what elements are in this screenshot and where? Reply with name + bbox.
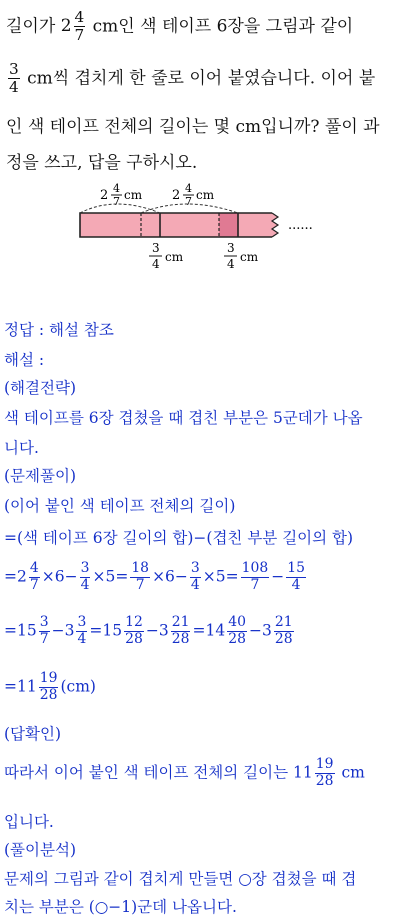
tape-length-fraction: 2 $\frac{4}{7}$ [60,8,85,45]
final-answer-line: 따라서 이어 붙인 색 테이프 전체의 길이는 11 $\frac{19}{28}$ cm [4,756,365,789]
equation-line-3: =11 $\frac{19}{28}$ (cm) [4,670,96,703]
bottom-label-1 [149,241,184,271]
question-line-3: 인 색 테이프 전체의 길이는 몇 cm입니까? 풀이 과 [6,117,380,137]
svg-text:4: 4 [227,257,235,271]
svg-text:4: 4 [113,182,120,195]
explanation-text: 입니다. [4,813,54,831]
svg-text:4: 4 [185,182,192,195]
question-text: cm인 색 테이프 6장을 그림과 같이 [92,16,354,37]
answer-label: 정답 : 해설 참조 [4,321,114,339]
svg-text:cm: cm [124,188,143,202]
tape-body [80,213,272,237]
svg-text:cm: cm [196,188,215,202]
equation-line-1: =2 $\frac{4}{7}$ ×6− $\frac{3}{4}$ ×5= $\frac{18}{7}$ ×6− $\frac{3}{4}$ ×5= $\frac{108}{7}$ − $\frac{15}{4}$ [4,560,305,593]
question-line-4: 정을 쓰고, 답을 구하시오. [6,153,198,173]
equation-line-2: =15 $\frac{3}{7}$ −3 $\frac{3}{4}$ =15 $\frac{12}{28}$ −3 $\frac{21}{28}$ =14 $\frac{40}{28}$ −3 $\frac{21}{28}$ [4,614,293,647]
explanation-text: 색 테이프를 6장 겹쳤을 때 겹친 부분은 5군데가 나옵 [4,409,363,427]
section-heading: (답확인) [4,725,62,743]
top-label-2 [172,182,215,208]
question-line-2: $\frac{3}{4}$ cm씩 겹치게 한 줄로 이어 붙였습니다. 이어 붙 [9,60,376,97]
section-heading: (문제풀이) [4,467,76,485]
section-heading: (해결전략) [4,379,76,397]
svg-text:7: 7 [113,195,120,208]
explanation-text: 문제의 그림과 같이 겹치게 만들면 ○장 겹쳤을 때 겹 [4,870,357,888]
section-heading: (풀이분석) [4,841,76,859]
explanation-text: 니다. [4,439,39,457]
explanation-text: 치는 부분은 (○−1)군데 나옵니다. [4,898,237,916]
question-text: 길이가 [6,16,56,37]
svg-text:cm: cm [165,250,184,264]
svg-text:2: 2 [100,188,109,203]
explanation-text: =(색 테이프 6장 길이의 합)−(겹친 부분 길이의 합) [4,529,354,547]
bottom-label-2 [224,241,259,271]
explanation-text: (이어 붙인 색 테이프 전체의 길이) [4,497,236,515]
explanation-label: 해설 : [4,351,45,369]
overlap-fraction: $\frac{3}{4}$ [9,60,19,97]
svg-text:cm: cm [240,250,259,264]
svg-text:4: 4 [152,257,160,271]
svg-text:3: 3 [227,241,235,255]
svg-text:3: 3 [152,241,160,255]
question-line-1 [6,10,353,44]
svg-text:7: 7 [185,195,192,208]
tape-figure [0,180,400,275]
svg-text:2: 2 [172,188,181,203]
continuation-dots: ...... [288,218,313,233]
overlap-region [219,213,238,237]
